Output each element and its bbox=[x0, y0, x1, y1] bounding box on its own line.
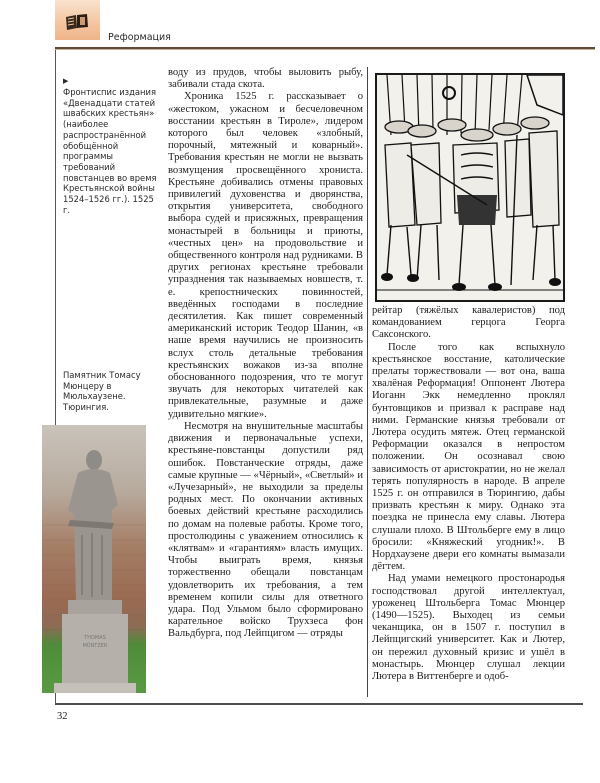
text-column-middle bbox=[168, 67, 363, 641]
paragraph: После того как вспыхнуло крестьянское восстание, католические прелаты торжествовали — вот она, ваша хвалёная Реформация! Оппонент Лютера Иоганн Экк немедленно проклял бунтовщиков и призвал к расправе над ними. Германские князья требовали от Лютера осудить мятеж. Отец германской Реформации оказался в непростом положении. Он осознавал свою зависимость от аристократии, но не желал терять популярность в народе. В апреле 1525 г. он отправился в Тюрингию, дабы призвать крестьян к миру. Однако эта поездка не принесла ему славы. Лютера слушали плохо. В Штольберге ему в лицо бросили: «Княжеский угодник!». В Нордхаузене двери его комнаты вымазали дёгтем. bbox=[372, 341, 565, 573]
woodcut-image bbox=[377, 75, 563, 300]
caption-monument-text: Памятник Томасу Мюнцеру в Мюльхаузене. Тюрингия. bbox=[63, 370, 141, 413]
text-column-right bbox=[372, 305, 565, 683]
paragraph: рейтар (тяжёлых кавалеристов) под командованием герцога Георга Саксонского. bbox=[372, 305, 565, 341]
sidebar-frame-line bbox=[55, 50, 56, 453]
page-number: 32 bbox=[57, 711, 68, 722]
paragraph: Хроника 1525 г. рассказывает о «жестоком, ужасном и бесчеловечном восстании крестьян в Тироле», лидером которого был человек «злобный, порочный, мятежный и коварный». Требования крестьян не могли не вызвать возмущения просвещённого хрониста. Крестьяне добивались отмены правовых привилегий духовенства и дворянства, открытия университета, свободного выбора судей и присяжных, превращения монастырей в больницы и приюты, «честных цен» на продовольствие и общественного контроля над рудниками. В других регионах крестьяне требовали упразднения так называемых новшеств, т. е. крепостнических повинностей, введённых господами в последние десятилетия. Как пишет современный американский историк Теодор Шанин, «в наше время научились не произносить вслух столь детальные требования крестьянских вожаков из-за вполне обоснованного подозрения, что те могут звучать для некоторых читателей как привлекательные, разумные и даже удивительно мягкие». bbox=[168, 91, 363, 420]
svg-text:MÜNTZER: MÜNTZER bbox=[82, 643, 108, 649]
woodcut-illustration bbox=[375, 73, 565, 302]
caption-frontispiece bbox=[63, 77, 161, 215]
open-book-icon bbox=[64, 13, 90, 31]
header-icon-box bbox=[55, 0, 100, 40]
svg-text:THOMAS: THOMAS bbox=[84, 635, 106, 641]
paragraph: Над умами немецкого простонародья господствовал другой интеллектуал, уроженец Штольберга Томас Мюнцер (1490—1525). Выходец из семьи чеканщика, он в 1507 г. поступил в Лейпцигский университет. Как и Лютер, он пережил духовный кризис и ушёл в монастырь. Мюнцер слушал лекции Лютера в Виттенберге и одоб- bbox=[372, 573, 565, 683]
header-rule bbox=[55, 47, 595, 50]
statue-image bbox=[42, 425, 146, 693]
caption-frontispiece-text: Фронтиспис издания «Двенадцати статей швабских крестьян» (наиболее распространённой обобщённой программы требований повстанцев во время Крестьянской войны 1524–1526 гг.). 1525 г. bbox=[63, 87, 157, 215]
statue-photo bbox=[42, 425, 146, 693]
paragraph: Несмотря на внушительные масштабы движения и первоначальные успехи, крестьяне-повстанцы допустили ряд ошибок. Повстанческие отряды, даже самые крупные — «Чёрный», «Светлый» и «Лучезарный», не выходили за пределы родных мест. По окончании активных боевых действий крестьяне расходились по домам на полевые работы. Кроме того, простолюдины с уважением относились к «клятвам» и «гарантиям» власть имущих. Чтобы выиграть время, князья торжественно обещали повстанцам удовлетворить их требования, а тем временем копили силы для ответного удара. Под Ульмом было сформировано карательное войско Трухзеса фон Вальдбурга, под Лейпцигом — отряды bbox=[168, 420, 363, 640]
column-divider bbox=[367, 67, 368, 697]
right-arrow-icon: ▶ bbox=[63, 77, 69, 85]
paragraph: воду из прудов, чтобы выловить рыбу, забивали стада скота. bbox=[168, 67, 363, 91]
footer-rule bbox=[55, 703, 583, 705]
caption-monument bbox=[63, 370, 161, 413]
section-title: Реформация bbox=[108, 32, 171, 43]
